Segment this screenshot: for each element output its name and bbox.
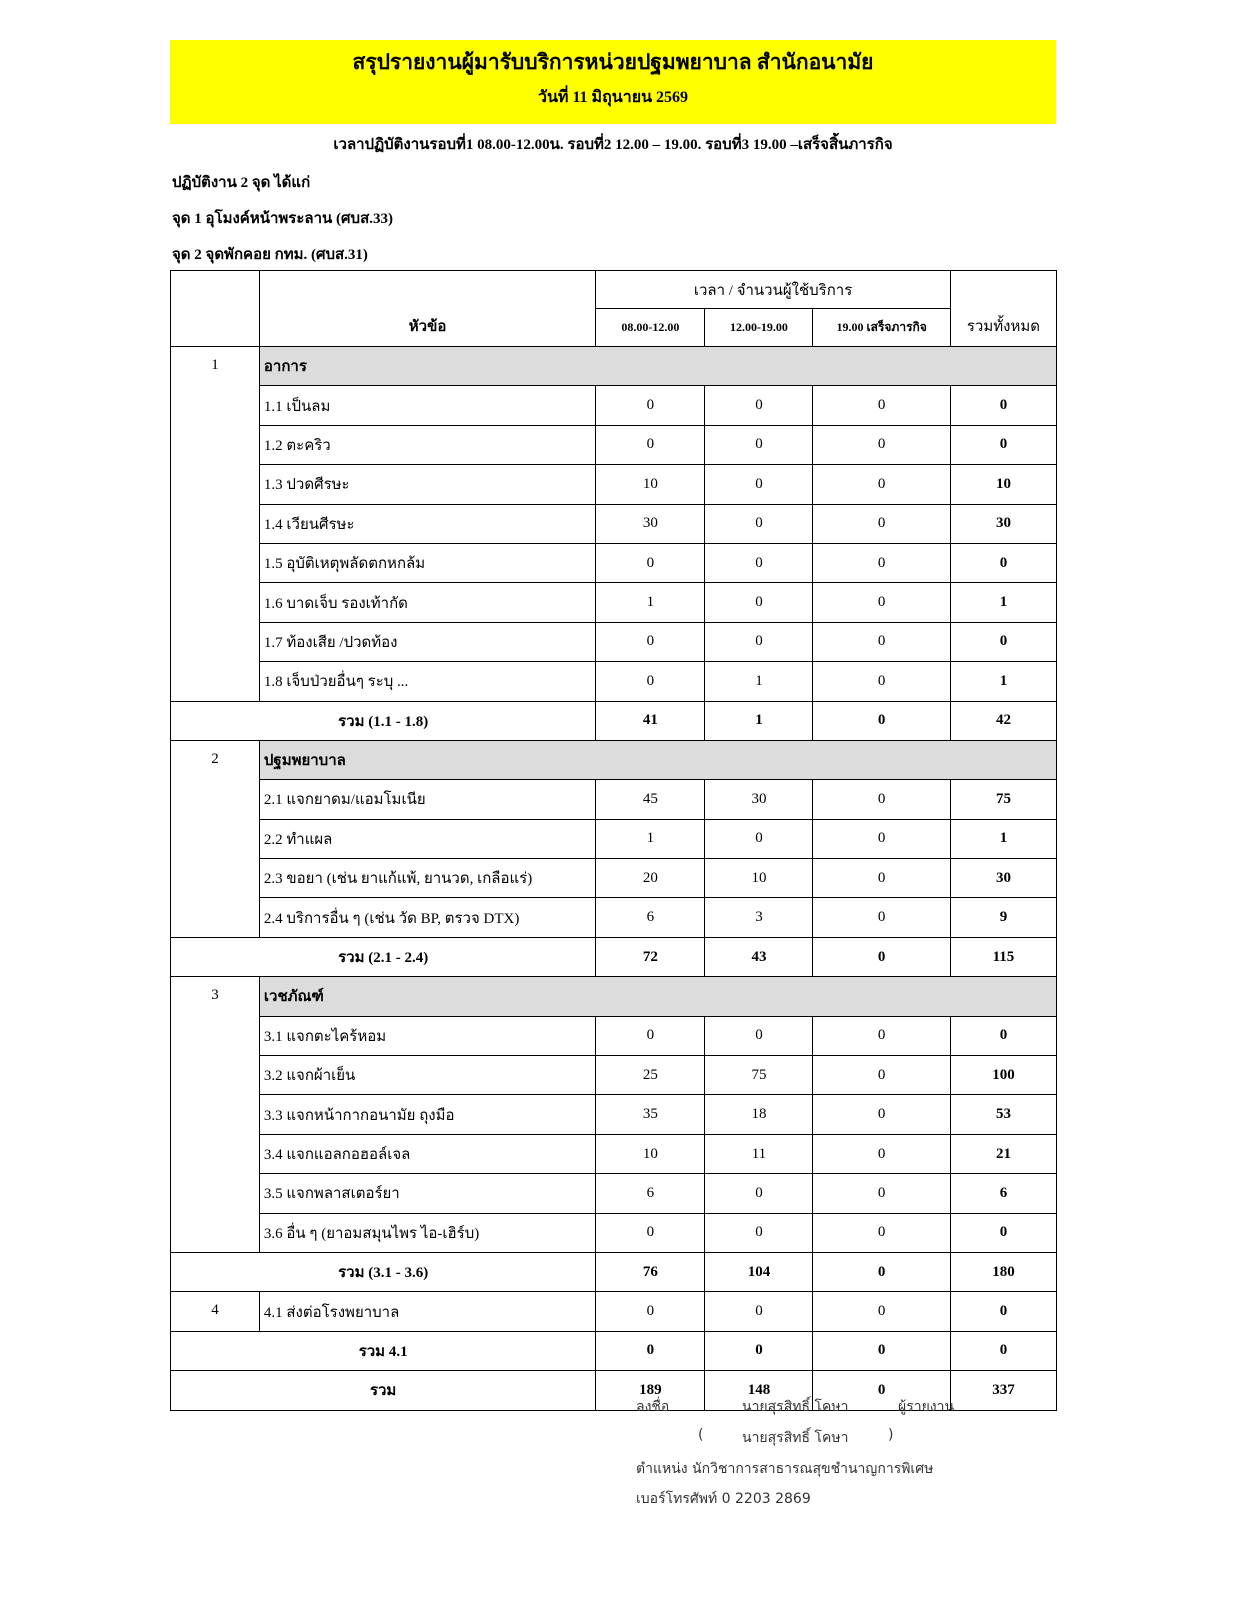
shift-1-count: 20 bbox=[596, 859, 705, 898]
shift-1-count: 0 bbox=[596, 622, 705, 661]
shift-1-count: 45 bbox=[596, 780, 705, 819]
item-label: 3.3 แจกหน้ากากอนามัย ถุงมือ bbox=[259, 1095, 595, 1134]
header-shift-3: 19.00 เสร็จภารกิจ bbox=[813, 309, 950, 347]
subtotal-row bbox=[171, 937, 1057, 976]
table-row bbox=[171, 386, 1057, 425]
shift-1-count: 6 bbox=[596, 1174, 705, 1213]
subtotal-label: รวม 4.1 bbox=[171, 1331, 596, 1370]
item-label: 1.7 ท้องเสีย /ปวดท้อง bbox=[259, 622, 595, 661]
header-shift-1: 08.00-12.00 bbox=[596, 309, 705, 347]
subtotal-row bbox=[171, 701, 1057, 740]
item-label: 3.4 แจกแอลกอฮอล์เจล bbox=[259, 1134, 595, 1173]
grand-total-shift-2: 148 bbox=[705, 1371, 813, 1410]
signer-name-printed: นายสุรสิทธิ์ โคษา bbox=[742, 1430, 849, 1446]
row-total: 30 bbox=[950, 504, 1056, 543]
item-label: 1.4 เวียนศีรษะ bbox=[259, 504, 595, 543]
shift-1-count: 35 bbox=[596, 1095, 705, 1134]
table-row bbox=[171, 622, 1057, 661]
shift-1-count: 1 bbox=[596, 819, 705, 858]
intro-line-3: จุด 2 จุดพักคอย กทม. (ศบส.31) bbox=[172, 247, 368, 263]
row-total: 0 bbox=[950, 1016, 1056, 1055]
shift-2-count: 18 bbox=[705, 1095, 813, 1134]
section-title: เวชภัณฑ์ bbox=[259, 977, 1056, 1016]
shift-3-count: 0 bbox=[813, 583, 950, 622]
shift-2-count: 75 bbox=[705, 1056, 813, 1095]
header-time-group: เวลา / จำนวนผู้ใช้บริการ bbox=[596, 271, 951, 309]
subtotal-label: รวม (2.1 - 2.4) bbox=[171, 937, 596, 976]
row-total: 1 bbox=[950, 819, 1056, 858]
table-row bbox=[171, 583, 1057, 622]
shift-1-count: 6 bbox=[596, 898, 705, 937]
table-row bbox=[171, 1095, 1057, 1134]
shift-2-count: 1 bbox=[705, 662, 813, 701]
grand-total-shift-3: 0 bbox=[813, 1371, 950, 1410]
subtotal-total: 42 bbox=[950, 701, 1056, 740]
subtotal-shift-2: 1 bbox=[705, 701, 813, 740]
signer-phone: เบอร์โทรศัพท์ 0 2203 2869 bbox=[636, 1491, 811, 1507]
subtotal-shift-2: 43 bbox=[705, 937, 813, 976]
shift-info: เวลาปฏิบัติงานรอบที่1 08.00-12.00น. รอบที่2 12.00 – 19.00. รอบที่3 19.00 –เสร็จสิ้นภารกิจ bbox=[333, 137, 893, 153]
subtotal-shift-3: 0 bbox=[813, 937, 950, 976]
row-total: 0 bbox=[950, 386, 1056, 425]
table-row bbox=[171, 1174, 1057, 1213]
subtotal-total: 0 bbox=[950, 1331, 1056, 1370]
report-title: สรุปรายงานผู้มารับบริการหน่วยปฐมพยาบาล สำนักอนามัย bbox=[352, 50, 874, 74]
item-label: 2.3 ขอยา (เช่น ยาแก้แพ้, ยานวด, เกลือแร่) bbox=[259, 859, 595, 898]
shift-2-count: 0 bbox=[705, 504, 813, 543]
shift-2-count: 0 bbox=[705, 622, 813, 661]
table-row bbox=[171, 859, 1057, 898]
section-header-row bbox=[171, 977, 1057, 1016]
section-index: 2 bbox=[171, 740, 260, 937]
subtotal-row bbox=[171, 1252, 1057, 1291]
shift-2-count: 0 bbox=[705, 543, 813, 582]
shift-3-count: 0 bbox=[813, 1213, 950, 1252]
subtotal-shift-1: 0 bbox=[596, 1331, 705, 1370]
shift-1-count: 0 bbox=[596, 425, 705, 464]
shift-2-count: 0 bbox=[705, 583, 813, 622]
intro-line-1: ปฏิบัติงาน 2 จุด ได้แก่ bbox=[172, 175, 311, 191]
subtotal-label: รวม (1.1 - 1.8) bbox=[171, 701, 596, 740]
shift-3-count: 0 bbox=[813, 780, 950, 819]
item-label: 3.2 แจกผ้าเย็น bbox=[259, 1056, 595, 1095]
row-total: 21 bbox=[950, 1134, 1056, 1173]
subtotal-shift-2: 0 bbox=[705, 1331, 813, 1370]
signer-name: นายสุรสิทธิ์ โคษา bbox=[742, 1399, 849, 1415]
shift-3-count: 0 bbox=[813, 819, 950, 858]
section-index: 3 bbox=[171, 977, 260, 1253]
row-total: 0 bbox=[950, 1213, 1056, 1252]
table-row bbox=[171, 543, 1057, 582]
section-header-row bbox=[171, 347, 1057, 386]
item-label: 1.6 บาดเจ็บ รองเท้ากัด bbox=[259, 583, 595, 622]
row-total: 75 bbox=[950, 780, 1056, 819]
shift-1-count: 0 bbox=[596, 386, 705, 425]
table-row bbox=[171, 1213, 1057, 1252]
table-row bbox=[171, 465, 1057, 504]
paren-open: ( bbox=[698, 1427, 704, 1443]
shift-2-count: 0 bbox=[705, 1174, 813, 1213]
row-total: 9 bbox=[950, 898, 1056, 937]
subtotal-shift-1: 72 bbox=[596, 937, 705, 976]
shift-2-count: 0 bbox=[705, 465, 813, 504]
grand-total-shift-1: 189 bbox=[596, 1371, 705, 1410]
shift-3-count: 0 bbox=[813, 898, 950, 937]
header-shift-2: 12.00-19.00 bbox=[705, 309, 813, 347]
shift-2-count: 0 bbox=[705, 1292, 813, 1331]
table-body bbox=[171, 347, 1057, 1411]
shift-3-count: 0 bbox=[813, 1174, 950, 1213]
header-topic: หัวข้อ bbox=[259, 271, 595, 347]
section-index: 4 bbox=[171, 1292, 260, 1331]
shift-3-count: 0 bbox=[813, 543, 950, 582]
table-row bbox=[171, 1292, 1057, 1331]
subtotal-shift-2: 104 bbox=[705, 1252, 813, 1291]
subtotal-row bbox=[171, 1331, 1057, 1370]
table-row bbox=[171, 1016, 1057, 1055]
shift-1-count: 0 bbox=[596, 1016, 705, 1055]
intro-line-2: จุด 1 อุโมงค์หน้าพระลาน (ศบส.33) bbox=[172, 211, 393, 227]
subtotal-shift-1: 41 bbox=[596, 701, 705, 740]
shift-3-count: 0 bbox=[813, 1292, 950, 1331]
shift-2-count: 0 bbox=[705, 425, 813, 464]
row-total: 0 bbox=[950, 543, 1056, 582]
section-title: ปฐมพยาบาล bbox=[259, 740, 1056, 779]
item-label: 1.1 เป็นลม bbox=[259, 386, 595, 425]
section-index: 1 bbox=[171, 347, 260, 702]
table-row bbox=[171, 1134, 1057, 1173]
shift-2-count: 3 bbox=[705, 898, 813, 937]
shift-2-count: 11 bbox=[705, 1134, 813, 1173]
shift-3-count: 0 bbox=[813, 1134, 950, 1173]
shift-2-count: 0 bbox=[705, 819, 813, 858]
signer-role: ผู้รายงาน bbox=[898, 1399, 955, 1415]
subtotal-shift-3: 0 bbox=[813, 1252, 950, 1291]
item-label: 2.4 บริการอื่น ๆ (เช่น วัด BP, ตรวจ DTX) bbox=[259, 898, 595, 937]
shift-1-count: 1 bbox=[596, 583, 705, 622]
shift-1-count: 0 bbox=[596, 543, 705, 582]
item-label: 4.1 ส่งต่อโรงพยาบาล bbox=[259, 1292, 595, 1331]
item-label: 2.1 แจกยาดม/แอมโมเนีย bbox=[259, 780, 595, 819]
subtotal-total: 180 bbox=[950, 1252, 1056, 1291]
subtotal-total: 115 bbox=[950, 937, 1056, 976]
item-label: 1.2 ตะคริว bbox=[259, 425, 595, 464]
table-row bbox=[171, 425, 1057, 464]
row-total: 30 bbox=[950, 859, 1056, 898]
header-index bbox=[171, 271, 260, 347]
table-row bbox=[171, 504, 1057, 543]
row-total: 1 bbox=[950, 662, 1056, 701]
shift-3-count: 0 bbox=[813, 622, 950, 661]
report-date: วันที่ 11 มิถุนายน 2569 bbox=[537, 89, 689, 106]
row-total: 100 bbox=[950, 1056, 1056, 1095]
table-row bbox=[171, 898, 1057, 937]
shift-2-count: 10 bbox=[705, 859, 813, 898]
row-total: 0 bbox=[950, 622, 1056, 661]
shift-2-count: 0 bbox=[705, 386, 813, 425]
header-total: รวมทั้งหมด bbox=[950, 271, 1056, 347]
shift-3-count: 0 bbox=[813, 425, 950, 464]
item-label: 3.6 อื่น ๆ (ยาอมสมุนไพร ไอ-เฮิร์บ) bbox=[259, 1213, 595, 1252]
row-total: 0 bbox=[950, 425, 1056, 464]
item-label: 3.1 แจกตะไคร้หอม bbox=[259, 1016, 595, 1055]
row-total: 10 bbox=[950, 465, 1056, 504]
item-label: 1.3 ปวดศีรษะ bbox=[259, 465, 595, 504]
shift-3-count: 0 bbox=[813, 859, 950, 898]
shift-2-count: 0 bbox=[705, 1213, 813, 1252]
item-label: 2.2 ทำแผล bbox=[259, 819, 595, 858]
table-row bbox=[171, 780, 1057, 819]
shift-1-count: 25 bbox=[596, 1056, 705, 1095]
row-total: 0 bbox=[950, 1292, 1056, 1331]
shift-3-count: 0 bbox=[813, 465, 950, 504]
shift-3-count: 0 bbox=[813, 1056, 950, 1095]
shift-1-count: 0 bbox=[596, 1292, 705, 1331]
item-label: 1.8 เจ็บป่วยอื่นๆ ระบุ ... bbox=[259, 662, 595, 701]
item-label: 1.5 อุบัติเหตุพลัดตกหกล้ม bbox=[259, 543, 595, 582]
subtotal-shift-3: 0 bbox=[813, 701, 950, 740]
shift-1-count: 30 bbox=[596, 504, 705, 543]
shift-3-count: 0 bbox=[813, 662, 950, 701]
row-total: 6 bbox=[950, 1174, 1056, 1213]
sign-label: ลงชื่อ bbox=[636, 1399, 670, 1415]
table-row bbox=[171, 819, 1057, 858]
title-banner bbox=[170, 40, 1056, 124]
table-row bbox=[171, 662, 1057, 701]
section-header-row bbox=[171, 740, 1057, 779]
subtotal-shift-1: 76 bbox=[596, 1252, 705, 1291]
report-table bbox=[170, 270, 1057, 1411]
signer-position: ตำแหน่ง นักวิชาการสาธารณสุขชำนาญการพิเศษ bbox=[636, 1461, 934, 1477]
row-total: 1 bbox=[950, 583, 1056, 622]
grand-total-label: รวม bbox=[171, 1371, 596, 1410]
shift-2-count: 30 bbox=[705, 780, 813, 819]
subtotal-label: รวม (3.1 - 3.6) bbox=[171, 1252, 596, 1291]
row-total: 53 bbox=[950, 1095, 1056, 1134]
shift-1-count: 10 bbox=[596, 1134, 705, 1173]
shift-3-count: 0 bbox=[813, 386, 950, 425]
shift-3-count: 0 bbox=[813, 504, 950, 543]
shift-3-count: 0 bbox=[813, 1016, 950, 1055]
shift-2-count: 0 bbox=[705, 1016, 813, 1055]
section-title: อาการ bbox=[259, 347, 1056, 386]
paren-close: ) bbox=[888, 1427, 894, 1443]
shift-1-count: 10 bbox=[596, 465, 705, 504]
subtotal-shift-3: 0 bbox=[813, 1331, 950, 1370]
table-row bbox=[171, 1056, 1057, 1095]
item-label: 3.5 แจกพลาสเตอร์ยา bbox=[259, 1174, 595, 1213]
grand-total-total: 337 bbox=[950, 1371, 1056, 1410]
shift-1-count: 0 bbox=[596, 662, 705, 701]
shift-3-count: 0 bbox=[813, 1095, 950, 1134]
shift-1-count: 0 bbox=[596, 1213, 705, 1252]
